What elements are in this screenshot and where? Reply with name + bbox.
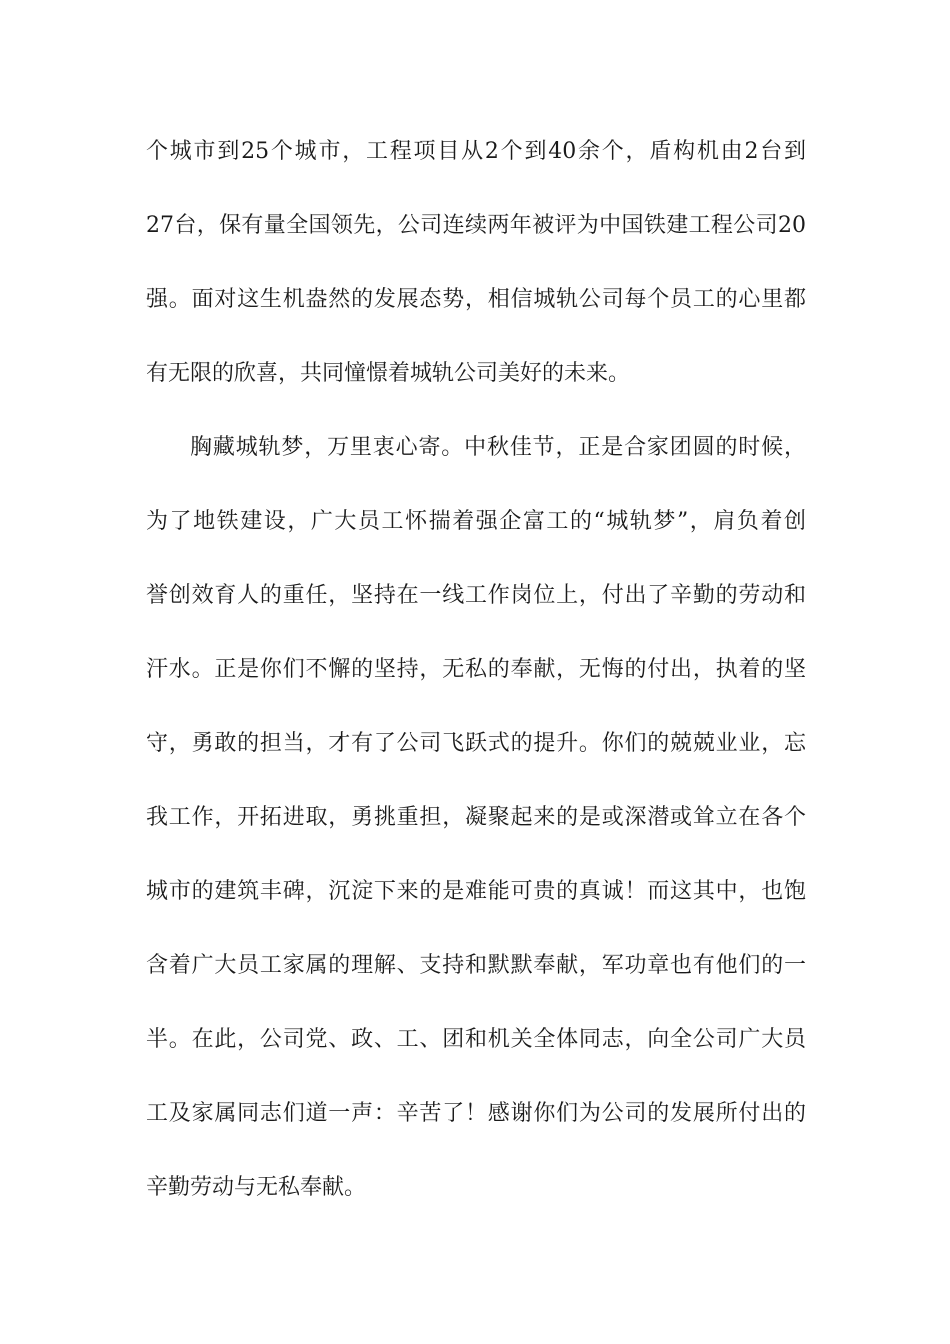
paragraph-2-line-3: 誉创效育人的重任，坚持在一线工作岗位上，付出了辛勤的劳动和 <box>146 583 806 608</box>
paragraph-2-line-1: 胸藏城轨梦，万里衷心寄。中秋佳节，正是合家团圆的时候， <box>190 435 806 460</box>
paragraph-2-line-4: 汗水。正是你们不懈的坚持，无私的奉献，无悔的付出，执着的坚 <box>146 657 806 682</box>
paragraph-2-line-10: 工及家属同志们道一声：辛苦了！感谢你们为公司的发展所付出的 <box>146 1101 806 1126</box>
paragraph-1-line-3: 强。面对这生机盎然的发展态势，相信城轨公司每个员工的心里都 <box>146 287 806 312</box>
paragraph-2-line-2: 为了地铁建设，广大员工怀揣着强企富工的“城轨梦”，肩负着创 <box>146 509 806 534</box>
paragraph-2-line-9: 半。在此，公司党、政、工、团和机关全体同志，向全公司广大员 <box>146 1027 806 1052</box>
paragraph-1-line-1: 个城市到25个城市，工程项目从2个到40余个，盾构机由2台到 <box>146 139 806 164</box>
paragraph-2-line-5: 守，勇敢的担当，才有了公司飞跃式的提升。你们的兢兢业业，忘 <box>146 731 806 756</box>
paragraph-2-line-6: 我工作，开拓进取，勇挑重担，凝聚起来的是或深潜或耸立在各个 <box>146 805 806 830</box>
paragraph-2-line-7: 城市的建筑丰碑，沉淀下来的是难能可贵的真诚！而这其中，也饱 <box>146 879 806 904</box>
paragraph-2-line-8: 含着广大员工家属的理解、支持和默默奉献，军功章也有他们的一 <box>146 953 806 978</box>
paragraph-2-line-11: 辛勤劳动与无私奉献。 <box>146 1175 367 1200</box>
paragraph-1-line-4: 有无限的欣喜，共同憧憬着城轨公司美好的未来。 <box>146 361 631 386</box>
paragraph-1-line-2: 27台，保有量全国领先，公司连续两年被评为中国铁建工程公司20 <box>146 213 806 238</box>
